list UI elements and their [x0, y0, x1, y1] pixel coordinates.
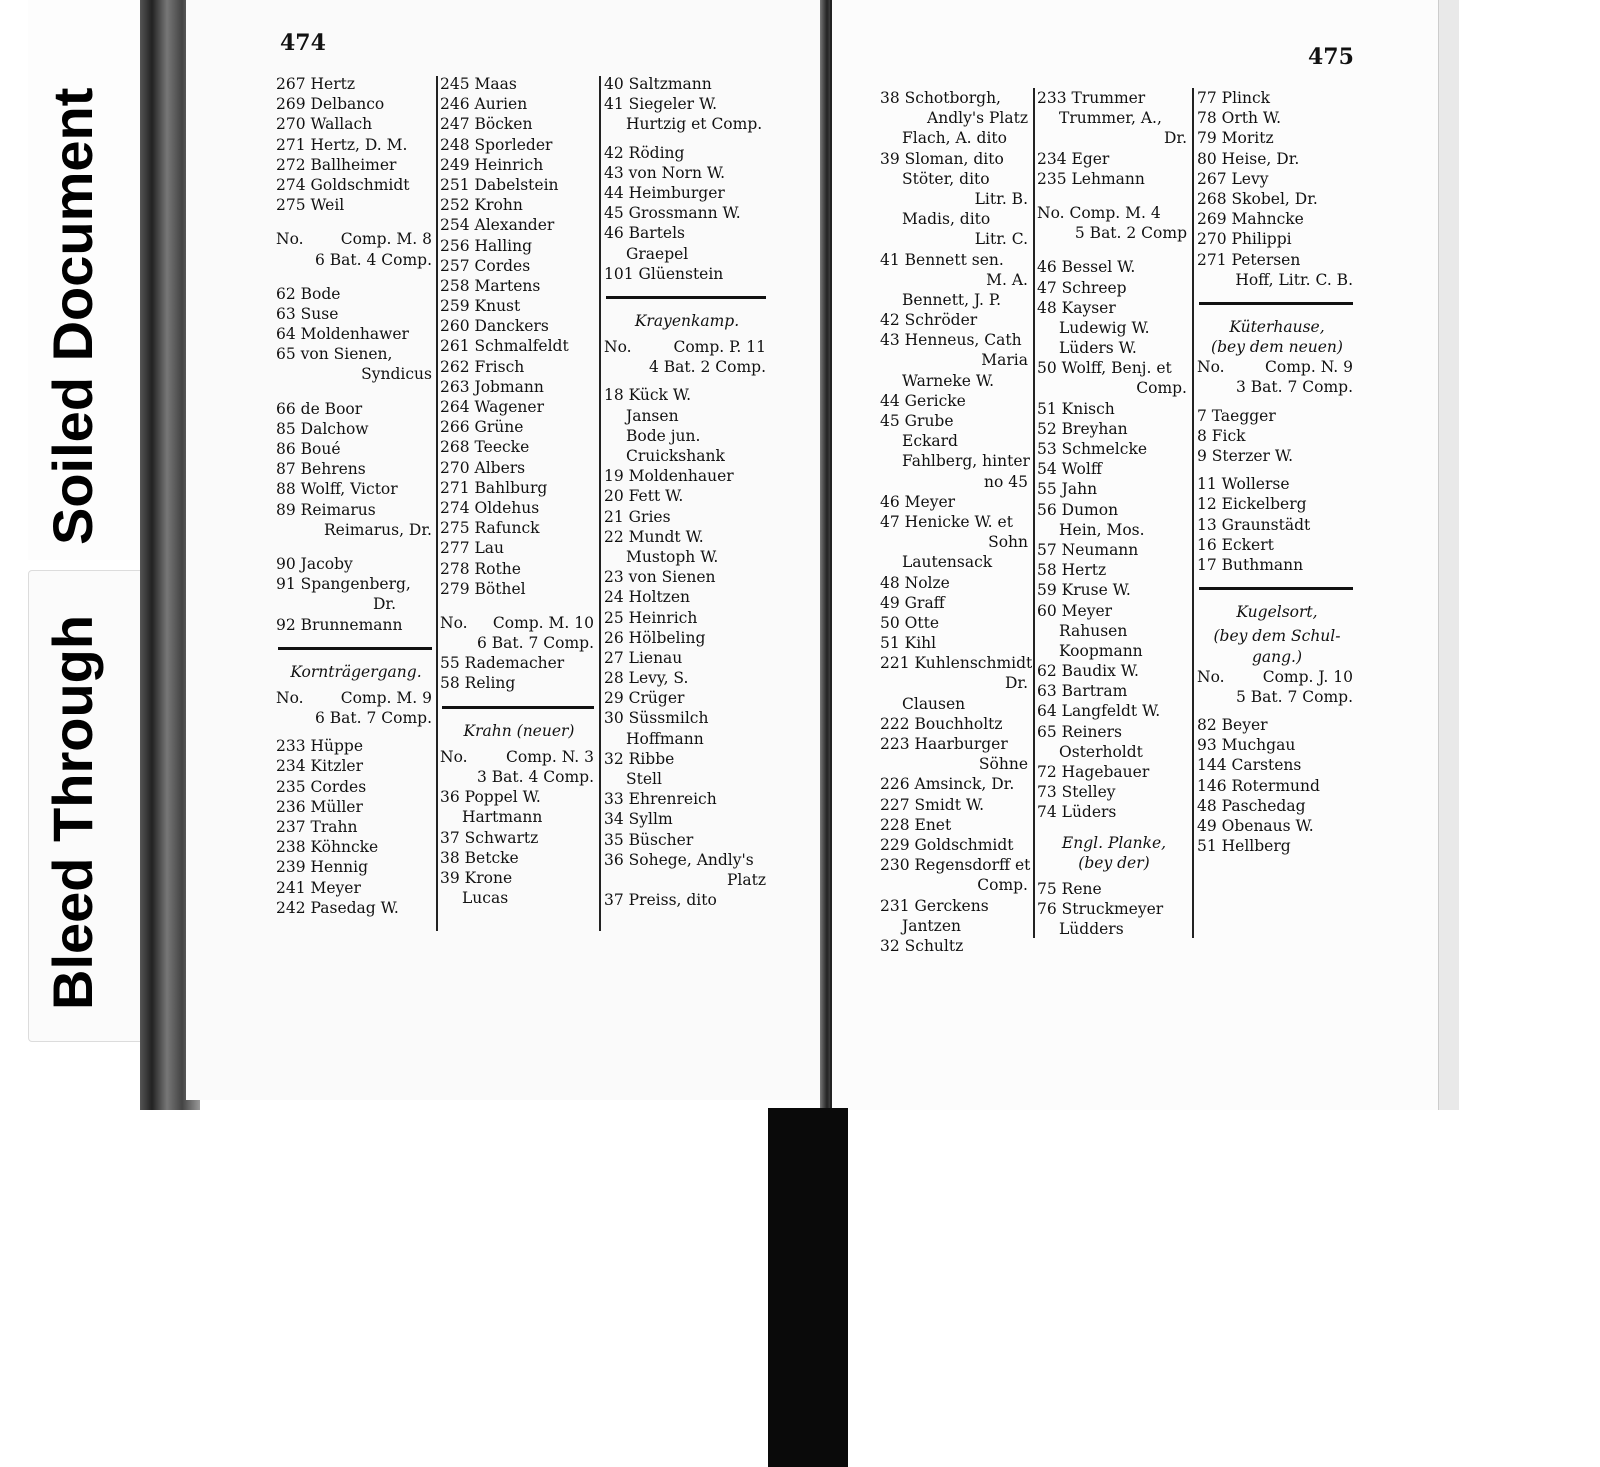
entry: 21 Gries	[604, 507, 671, 526]
entry: 230 Regensdorff et	[880, 856, 1031, 875]
entry: 54 Wolff	[1037, 460, 1102, 479]
entry-continuation: no 45	[984, 472, 1028, 491]
entry: 234 Kitzler	[276, 757, 363, 776]
column-rule	[599, 76, 601, 931]
entry-continuation: Hein, Mos.	[1059, 520, 1145, 539]
entry: 48 Paschedag	[1197, 796, 1306, 815]
entry-continuation: Koopmann	[1059, 641, 1143, 660]
entry: 271 Bahlburg	[440, 478, 548, 497]
entry: 65 Reiners	[1037, 722, 1122, 741]
section-subtitle: (bey dem neuen)	[1211, 338, 1343, 357]
entry: 57 Neumann	[1037, 540, 1139, 559]
entry: 12 Eickelberg	[1197, 495, 1307, 514]
entry: 76 Struckmeyer	[1037, 900, 1164, 919]
entry: 233 Hüppe	[276, 737, 364, 756]
entry: 50 Wolff, Benj. et	[1037, 359, 1172, 378]
entry-list	[440, 653, 598, 693]
entry-list	[604, 789, 770, 870]
entry-continuation: Cruickshank	[626, 447, 725, 465]
page-number-left: 474	[280, 30, 326, 56]
entry-list	[1197, 406, 1357, 467]
entry: 52 Breyhan	[1037, 419, 1128, 438]
entry: 272 Ballheimer	[276, 155, 397, 174]
entry: 73 Stelley	[1037, 783, 1116, 802]
entry: 266 Grüne	[440, 418, 524, 437]
entry: 221 Kuhlenschmidt	[880, 654, 1033, 673]
entry: 36 Poppel W.	[440, 788, 541, 807]
entry: 82 Beyer	[1197, 716, 1268, 735]
entry-continuation: Maria	[981, 351, 1028, 370]
entry-continuation: Hartmann	[462, 808, 543, 827]
entry: 38 Betcke	[440, 848, 519, 867]
left-col-3	[604, 74, 770, 910]
entry: 48 Kayser	[1037, 298, 1116, 317]
entry: 79 Moritz	[1197, 129, 1274, 148]
entry: 78 Orth W.	[1197, 109, 1282, 128]
entry: 41 Siegeler W.	[604, 95, 718, 114]
entry: 275 Rafunck	[440, 519, 540, 538]
entry-continuation: Lüdders	[1059, 920, 1124, 939]
entry: 65 von Sienen,	[276, 345, 393, 364]
entry-continuation: Mustoph W.	[626, 547, 719, 566]
section-subtitle: gang.)	[1251, 647, 1303, 666]
entry-list	[440, 74, 598, 599]
company-header: No. Comp. M. 10	[440, 613, 594, 632]
column-rule	[436, 76, 438, 931]
entry-continuation: Stell	[626, 770, 662, 788]
entry-continuation: Madis, dito	[902, 210, 991, 229]
entry-list	[440, 828, 598, 889]
entry-continuation: Comp.	[1136, 379, 1187, 398]
entry: 229 Goldschmidt	[880, 835, 1014, 854]
entry: 63 Bartram	[1037, 682, 1128, 701]
entry-continuation: Dr.	[1163, 129, 1187, 148]
entry: 16 Eckert	[1197, 535, 1274, 554]
entry: 275 Weil	[276, 196, 345, 215]
entry: 256 Halling	[440, 236, 533, 255]
company-header: No. Comp. J. 10	[1197, 667, 1353, 686]
page-number-right: 475	[1308, 44, 1354, 70]
entry-continuation: Bennett, J. P.	[902, 290, 1002, 309]
section-title: Kugelsort,	[1236, 603, 1318, 622]
entry-continuation: Warneke W.	[902, 371, 995, 390]
entry-list	[440, 787, 598, 807]
entry: 72 Hagebauer	[1037, 763, 1150, 781]
entry: 260 Danckers	[440, 317, 549, 336]
entry: 235 Lehmann	[1037, 169, 1145, 188]
entry: 37 Preiss, dito	[604, 891, 717, 910]
entry: 40 Saltzmann	[604, 75, 712, 93]
entry-continuation: Ludewig W.	[1059, 318, 1150, 337]
entry: 32 Ribbe	[604, 749, 675, 768]
entry: 261 Schmalfeldt	[440, 337, 569, 356]
entry-continuation: Hoffmann	[626, 729, 704, 748]
side-banner	[0, 0, 150, 1040]
entry: 50 Otte	[880, 613, 939, 632]
entry-continuation: M. A.	[986, 270, 1028, 289]
bleed-through-label: Bleed Through	[41, 614, 104, 1010]
entry-list	[1197, 715, 1357, 856]
section-title: Kornträgergang.	[290, 662, 422, 681]
entry: 90 Jacoby	[276, 554, 353, 573]
entry: 8 Fick	[1197, 426, 1246, 445]
ribbon-bookmark	[768, 1108, 848, 1467]
entry: 25 Heinrich	[604, 608, 698, 627]
entry: 38 Schotborgh,	[880, 89, 1001, 107]
entry-continuation: Stöter, dito	[902, 169, 990, 188]
entry: 263 Jobmann	[440, 377, 544, 396]
entry: 51 Kihl	[880, 634, 937, 653]
entry: 20 Fett W.	[604, 487, 684, 506]
entry: 269 Delbanco	[276, 95, 385, 114]
column-rule	[1192, 88, 1194, 938]
entry: 49 Obenaus W.	[1197, 817, 1314, 835]
entry: 274 Oldehus	[440, 498, 540, 517]
section-rule	[606, 296, 766, 299]
entry: 277 Lau	[440, 539, 505, 558]
entry: 258 Martens	[440, 276, 541, 295]
entry: 58 Reling	[440, 674, 516, 693]
entry: 87 Behrens	[276, 460, 366, 479]
battalion-line: 6 Bat. 7 Comp.	[314, 709, 432, 728]
entry: 33 Ehrenreich	[604, 790, 717, 809]
entry: 64 Langfeldt W.	[1037, 702, 1161, 721]
entry: 47 Schreep	[1037, 278, 1127, 297]
entry: 43 Henneus, Cath	[880, 331, 1022, 350]
entry: 30 Süssmilch	[604, 709, 709, 728]
entry-list	[276, 74, 436, 215]
entry: 11 Wollerse	[1197, 475, 1290, 494]
entry: 39 Krone	[440, 868, 513, 887]
entry-list	[276, 736, 436, 918]
entry: 9 Sterzer W.	[1197, 447, 1294, 465]
entry: 26 Hölbeling	[604, 628, 706, 647]
entry-list	[604, 567, 770, 729]
entry: 49 Graff	[880, 593, 945, 612]
entry: 228 Enet	[880, 815, 952, 834]
entry: 55 Jahn	[1037, 480, 1098, 499]
entry-continuation: Lucas	[462, 889, 509, 908]
entry-continuation: Dr.	[1004, 674, 1028, 693]
entry: 246 Aurien	[440, 95, 528, 114]
entry: 274 Goldschmidt	[276, 175, 410, 194]
entry: 270 Albers	[440, 458, 526, 477]
section-title: Engl. Planke,	[1061, 833, 1167, 852]
entry: 28 Levy, S.	[604, 669, 689, 688]
entry: 251 Dabelstein	[440, 175, 559, 194]
entry-continuation: Hurtzig et Comp.	[626, 115, 763, 134]
entry-list	[880, 88, 1032, 956]
entry-list	[1037, 879, 1191, 919]
entry: 22 Mundt W.	[604, 527, 704, 546]
entry: 24 Holtzen	[604, 588, 691, 607]
entry: 63 Suse	[276, 304, 339, 323]
entry-continuation: Litr. C.	[974, 230, 1028, 249]
soiled-document-label: Soiled Document	[41, 87, 104, 545]
right-col-1	[880, 88, 1032, 956]
entry: 27 Lienau	[604, 648, 683, 667]
entry-continuation: Bode jun.	[626, 426, 701, 445]
entry: 80 Heise, Dr.	[1197, 149, 1300, 168]
company-header: No. Comp. M. 8	[276, 230, 432, 249]
entry: 267 Levy	[1197, 169, 1269, 188]
entry: 60 Meyer	[1037, 601, 1113, 620]
entry: 89 Reimarus	[276, 500, 376, 519]
entry: 45 Grube	[880, 412, 954, 430]
entry: 247 Böcken	[440, 115, 533, 134]
entry: 270 Philippi	[1197, 230, 1292, 249]
entry: 62 Bode	[276, 284, 341, 303]
entry-list	[604, 749, 770, 769]
entry: 66 de Boor	[276, 399, 363, 418]
column-rule	[1033, 88, 1035, 938]
entry: 23 von Sienen	[604, 568, 716, 587]
section-subtitle: (bey dem Schul-	[1213, 627, 1341, 646]
entry-continuation: Clausen	[902, 694, 966, 713]
entry-continuation: Lautensack	[902, 553, 993, 572]
entry: 46 Meyer	[880, 492, 956, 511]
entry: 77 Plinck	[1197, 89, 1271, 107]
left-col-1	[276, 74, 436, 918]
entry: 144 Carstens	[1197, 756, 1302, 775]
entry-continuation: Comp.	[977, 876, 1028, 895]
right-col-3	[1197, 88, 1357, 856]
entry: 245 Maas	[440, 75, 517, 93]
entry: 271 Hertz, D. M.	[276, 135, 408, 154]
battalion-line: 4 Bat. 2 Comp.	[648, 358, 766, 377]
entry: 18 Kück W.	[604, 386, 692, 405]
entry: 223 Haarburger	[880, 735, 1008, 753]
entry-continuation: Sohn	[988, 533, 1028, 552]
entry-continuation: Flach, A. dito	[902, 129, 1007, 148]
entry: 248 Sporleder	[440, 135, 553, 154]
entry: 36 Sohege, Andly's	[604, 850, 754, 869]
entry: 42 Röding	[604, 143, 685, 162]
entry-continuation: Söhne	[978, 755, 1028, 774]
entry-list	[276, 554, 436, 594]
battalion-line: 6 Bat. 7 Comp.	[476, 634, 594, 653]
entry: 278 Rothe	[440, 559, 521, 578]
entry-continuation: Jantzen	[902, 916, 961, 935]
entry-continuation: Eckard	[902, 432, 958, 451]
entry: 231 Gerckens	[880, 896, 989, 915]
entry: 91 Spangenberg,	[276, 575, 411, 594]
entry: 257 Cordes	[440, 256, 531, 275]
entry-continuation: Andly's Platz	[927, 109, 1028, 128]
battalion-line: 6 Bat. 4 Comp.	[314, 250, 432, 269]
entry: 51 Knisch	[1037, 399, 1115, 418]
entry: 234 Eger	[1037, 149, 1110, 168]
entry: 264 Wagener	[440, 398, 544, 416]
entry-continuation: Fahlberg, hinter	[902, 452, 1030, 471]
entry: 46 Bartels	[604, 224, 686, 243]
battalion-line: 3 Bat. 4 Comp.	[476, 768, 594, 786]
entry-list	[1037, 88, 1191, 823]
entry: 48 Nolze	[880, 573, 950, 592]
section-title: Krayenkamp.	[634, 311, 740, 330]
section-rule	[1199, 302, 1353, 305]
entry: 59 Kruse W.	[1037, 581, 1131, 600]
entry-list	[604, 74, 770, 114]
entry: 41 Bennett sen.	[880, 250, 1004, 269]
entry: 270 Wallach	[276, 115, 373, 134]
entry: 249 Heinrich	[440, 155, 544, 174]
entry: 88 Wolff, Victor	[276, 480, 398, 499]
entry: 233 Trummer	[1037, 89, 1146, 107]
entry-continuation: Graepel	[626, 244, 689, 263]
entry-continuation: Reimarus, Dr.	[323, 520, 432, 539]
entry: 39 Sloman, dito	[880, 149, 1004, 168]
entry-list	[604, 143, 770, 244]
company-header: No. Comp. N. 3	[440, 747, 594, 766]
entry: 269 Mahncke	[1197, 210, 1304, 229]
entry: 235 Cordes	[276, 777, 367, 796]
entry: 75 Rene	[1037, 879, 1102, 898]
entry: 42 Schröder	[880, 311, 978, 330]
entry: 146 Rotermund	[1197, 776, 1320, 795]
entry: 267 Hertz	[276, 75, 356, 93]
entry-list	[1197, 88, 1357, 270]
entry: 254 Alexander	[440, 216, 555, 235]
entry: 242 Pasedag W.	[276, 898, 399, 917]
spacer	[1037, 189, 1191, 203]
entry: 53 Schmelcke	[1037, 440, 1148, 458]
entry: 7 Taegger	[1197, 406, 1276, 425]
entry: 45 Grossmann W.	[604, 204, 741, 223]
entry-list	[276, 399, 436, 520]
entry: 51 Hellberg	[1197, 837, 1291, 856]
entry: 55 Rademacher	[440, 654, 565, 673]
section-title: Krahn (neuer)	[463, 721, 575, 740]
entry-continuation: Hoff, Litr. C. B.	[1235, 270, 1353, 289]
entry: 34 Syllm	[604, 810, 673, 829]
entry: 17 Buthmann	[1197, 555, 1304, 574]
entry: 37 Schwartz	[440, 828, 539, 847]
entry: 222 Bouchholtz	[880, 714, 1003, 733]
entry: 241 Meyer	[276, 878, 361, 897]
right-col-2	[1037, 88, 1191, 940]
company-header: No. Comp. N. 9	[1197, 358, 1353, 377]
company-header: No. Comp. M. 9	[276, 688, 432, 707]
entry: 279 Böthel	[440, 579, 526, 598]
entry: 44 Heimburger	[604, 183, 725, 202]
entry: 271 Petersen	[1197, 250, 1301, 269]
entry: 236 Müller	[276, 797, 363, 816]
section-rule	[1199, 587, 1353, 590]
entry: 262 Frisch	[440, 357, 525, 376]
entry-continuation: Platz	[726, 870, 766, 889]
entry: 226 Amsinck, Dr.	[880, 775, 1015, 794]
entry-continuation: Lüders W.	[1059, 339, 1137, 358]
entry-continuation: Jansen	[626, 406, 679, 425]
entry-continuation: Syndicus	[361, 365, 432, 384]
entry: 268 Skobel, Dr.	[1197, 189, 1318, 208]
entry-continuation: Osterholdt	[1059, 742, 1143, 761]
entry: 239 Hennig	[276, 858, 369, 877]
entry: 101 Glüenstein	[604, 264, 724, 283]
section-title: Küterhause,	[1229, 317, 1325, 336]
entry: 35 Büscher	[604, 830, 694, 849]
entry: 74 Lüders	[1037, 803, 1117, 822]
entry: 46 Bessel W.	[1037, 258, 1136, 277]
entry: 32 Schultz	[880, 936, 964, 955]
entry-continuation: Dr.	[372, 595, 396, 614]
entry: 85 Dalchow	[276, 419, 369, 438]
entry-continuation: Trummer, A.,	[1059, 109, 1162, 128]
entry: 86 Boué	[276, 440, 341, 458]
entry: 268 Teecke	[440, 438, 530, 457]
entry: 64 Moldenhawer	[276, 325, 409, 344]
entry: 259 Knust	[440, 297, 521, 316]
entry-list	[1197, 474, 1357, 575]
entry-continuation: 5 Bat. 2 Comp	[1074, 224, 1187, 243]
section-rule	[442, 706, 594, 709]
entry: 238 Köhncke	[276, 838, 379, 857]
battalion-line: 5 Bat. 7 Comp.	[1235, 687, 1353, 706]
entry: 92 Brunnemann	[276, 615, 403, 634]
entry: 29 Crüger	[604, 689, 685, 708]
spacer	[1037, 243, 1191, 257]
entry: 227 Smidt W.	[880, 795, 985, 814]
entry: 47 Henicke W. et	[880, 512, 1013, 531]
entry: 44 Gericke	[880, 391, 966, 410]
entry-continuation: Rahusen	[1059, 621, 1128, 640]
section-subtitle: (bey der)	[1078, 853, 1150, 872]
company-header: No. Comp. P. 11	[604, 338, 766, 357]
page-edge	[1438, 0, 1459, 1110]
entry-continuation: Litr. B.	[974, 189, 1028, 208]
entry-list	[604, 466, 770, 547]
battalion-line: 3 Bat. 7 Comp.	[1235, 378, 1353, 397]
entry: 43 von Norn W.	[604, 163, 726, 182]
entry: 252 Krohn	[440, 196, 523, 215]
left-col-2	[440, 74, 598, 908]
entry: 62 Baudix W.	[1037, 662, 1139, 681]
entry: 93 Muchgau	[1197, 736, 1296, 755]
entry: 19 Moldenhauer	[604, 467, 734, 486]
entry: 56 Dumon	[1037, 500, 1119, 519]
entry: No. Comp. M. 4	[1037, 203, 1161, 222]
entry-list	[276, 284, 436, 365]
entry: 13 Graunstädt	[1197, 515, 1311, 534]
entry: 237 Trahn	[276, 818, 358, 836]
section-rule	[278, 647, 432, 650]
entry: 58 Hertz	[1037, 561, 1107, 580]
